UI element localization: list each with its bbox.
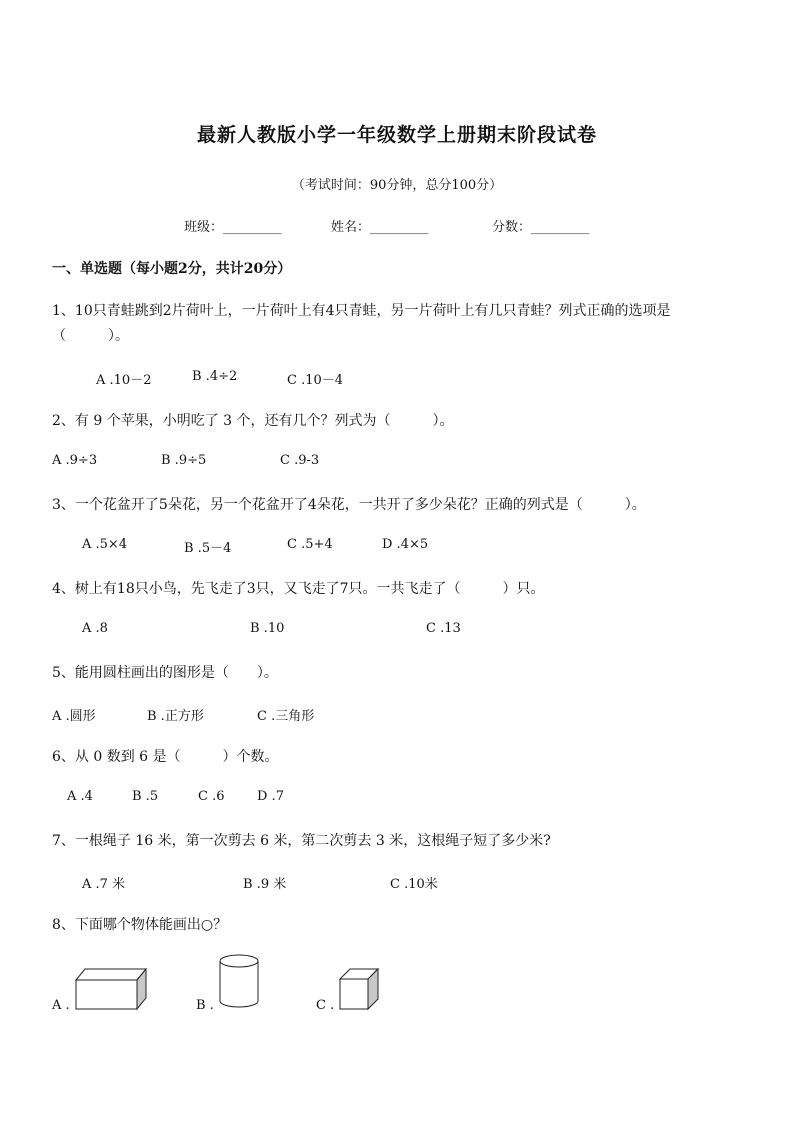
option-a[interactable]: A .9÷3 bbox=[52, 453, 98, 468]
question-stem: 5、能用圆柱画出的图形是（ ）。 bbox=[52, 665, 278, 681]
score-field[interactable]: 分数：_________ bbox=[492, 220, 590, 235]
exam-info: （考试时间：90分钟，总分100分） bbox=[291, 178, 503, 193]
cylinder-icon[interactable] bbox=[218, 951, 260, 1011]
option-a[interactable]: A .7 米 bbox=[82, 877, 126, 892]
option-b[interactable]: B .10 bbox=[250, 621, 285, 636]
option-c[interactable]: C .三角形 bbox=[257, 709, 315, 724]
option-b[interactable]: B .9 米 bbox=[243, 877, 287, 892]
cube-icon[interactable] bbox=[338, 967, 380, 1011]
option-b[interactable]: B .4÷2 bbox=[192, 369, 238, 384]
option-c[interactable]: C .6 bbox=[198, 789, 225, 804]
question-stem: 4、树上有18只小鸟，先飞走了3只，又飞走了7只。一共飞走了（ ）只。 bbox=[52, 581, 545, 597]
cuboid-icon[interactable] bbox=[74, 967, 148, 1011]
option-c[interactable]: C .10米 bbox=[390, 877, 438, 892]
option-b[interactable]: B . bbox=[196, 998, 214, 1013]
option-b[interactable]: B .5 bbox=[132, 789, 159, 804]
option-c[interactable]: C .10－4 bbox=[287, 373, 344, 388]
question-stem: 2、有 9 个苹果，小明吃了 3 个，还有几个？列式为（ ）。 bbox=[52, 413, 454, 429]
question-stem: 3、一个花盆开了5朵花，另一个花盆开了4朵花，一共开了多少朵花？正确的列式是（ ）。 bbox=[52, 497, 646, 513]
option-c[interactable]: C .5+4 bbox=[287, 537, 333, 552]
option-a[interactable]: A .4 bbox=[67, 789, 93, 804]
question-stem: 7、一根绳子 16 米，第一次剪去 6 米，第二次剪去 3 米，这根绳子短了多少米? bbox=[52, 833, 551, 849]
name-field[interactable]: 姓名：_________ bbox=[331, 220, 429, 235]
option-a[interactable]: A .5×4 bbox=[82, 537, 128, 552]
option-b[interactable]: B .正方形 bbox=[147, 709, 204, 724]
option-c[interactable]: C .13 bbox=[426, 621, 461, 636]
option-a[interactable]: A .10－2 bbox=[96, 373, 152, 388]
option-c[interactable]: C .9-3 bbox=[280, 453, 320, 468]
option-a[interactable]: A .8 bbox=[82, 621, 108, 636]
option-b[interactable]: B .9÷5 bbox=[161, 453, 207, 468]
option-d[interactable]: D .7 bbox=[257, 789, 284, 804]
class-field[interactable]: 班级：_________ bbox=[184, 220, 282, 235]
question-stem: 1、10只青蛙跳到2片荷叶上，一片荷叶上有4只青蛙，另一片荷叶上有几只青蛙？列式正确的选项是 bbox=[52, 303, 671, 319]
option-a[interactable]: A .圆形 bbox=[52, 709, 96, 724]
section-heading: 一、单选题（每小题2分，共计20分） bbox=[52, 261, 292, 277]
question-stem: 8、下面哪个物体能画出○？ bbox=[52, 917, 228, 933]
question-stem: 6、从 0 数到 6 是（ ）个数。 bbox=[52, 749, 279, 765]
page-title: 最新人教版小学一年级数学上册期末阶段试卷 bbox=[196, 124, 597, 146]
option-a[interactable]: A . bbox=[52, 998, 70, 1013]
option-b[interactable]: B .5－4 bbox=[184, 541, 232, 556]
question-blank: （ ）。 bbox=[52, 328, 129, 344]
option-d[interactable]: D .4×5 bbox=[382, 537, 429, 552]
option-c[interactable]: C . bbox=[316, 998, 335, 1013]
